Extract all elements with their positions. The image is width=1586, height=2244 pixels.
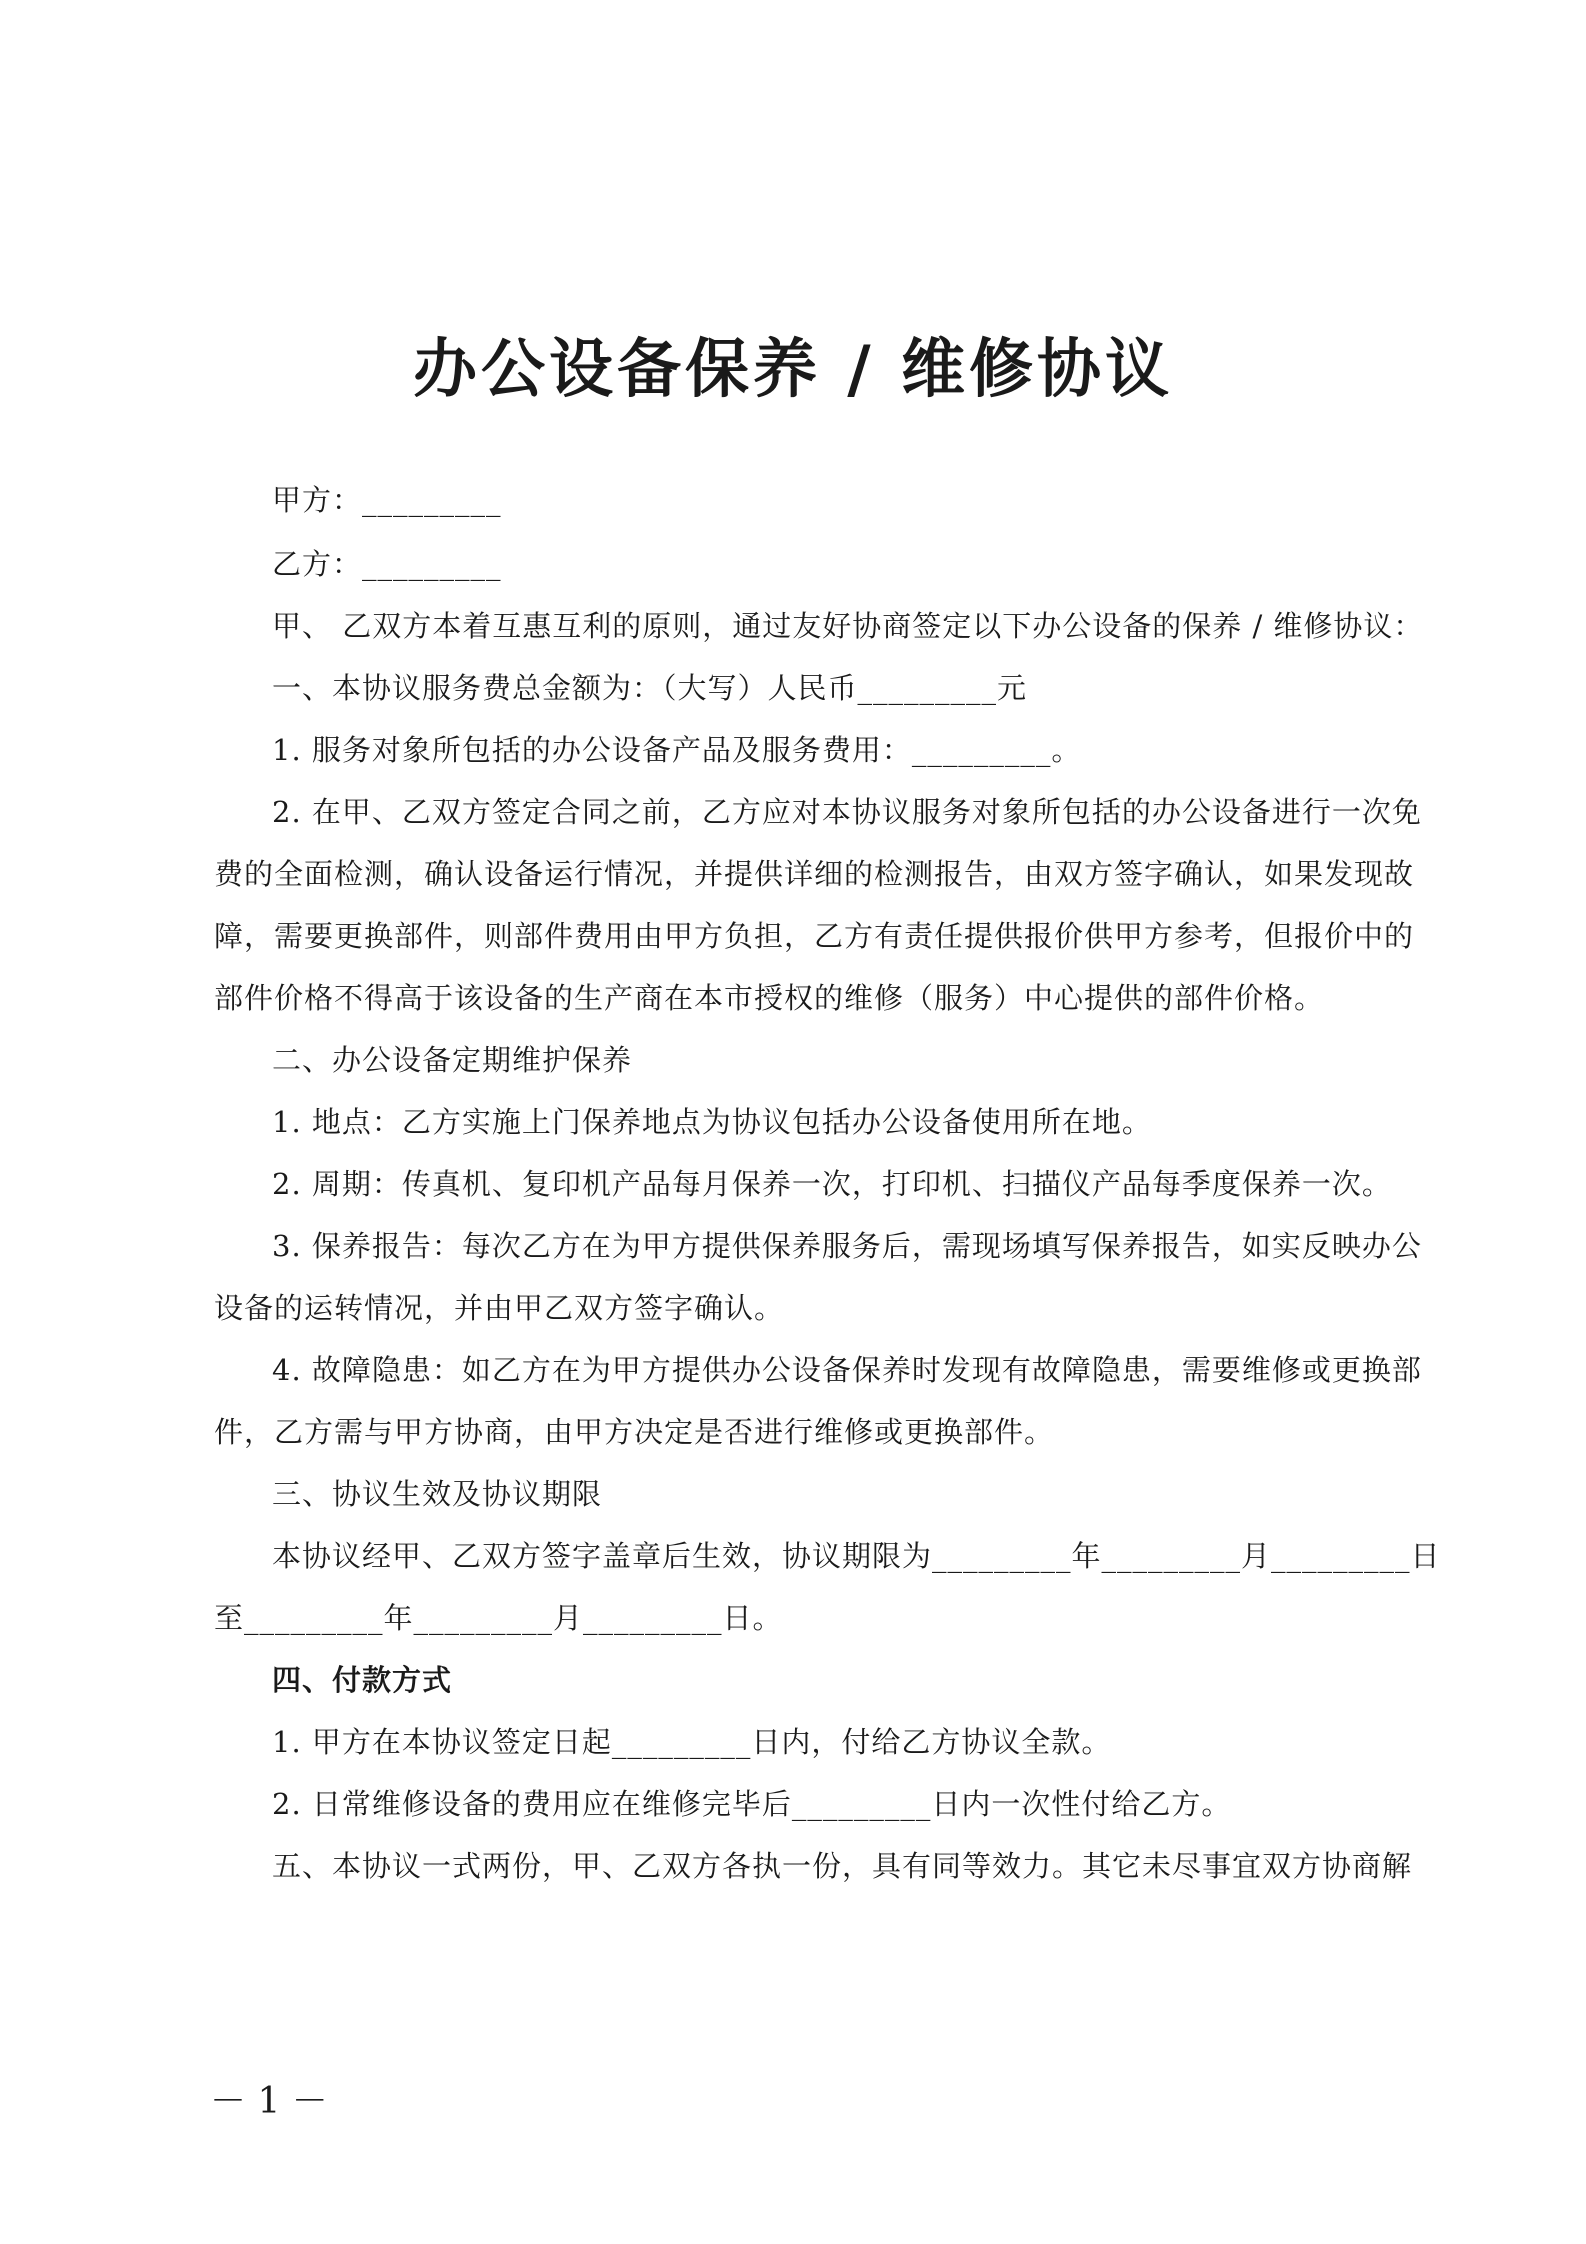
section-5-line-1: 五、本协议一式两份，甲、乙双方各执一份，具有同等效力。其它未尽事宜双方协商解	[272, 1849, 1413, 1883]
preamble-line: 甲、 乙双方本着互惠互利的原则，通过友好协商签定以下办公设备的保养 / 维修协议：	[272, 609, 1424, 643]
clause-4-2: 2. 日常维修设备的费用应在维修完毕后_________日内一次性付给乙方。	[272, 1787, 1232, 1821]
clause-2-3-line-2: 设备的运转情况，并由甲乙双方签字确认。	[214, 1291, 785, 1325]
clause-1-2-line-4: 部件价格不得高于该设备的生产商在本市授权的维修（服务）中心提供的部件价格。	[214, 981, 1325, 1015]
party-a-line: 甲方：_________	[272, 483, 502, 517]
clause-1-2-line-1: 2. 在甲、乙双方签定合同之前，乙方应对本协议服务对象所包括的办公设备进行一次免	[272, 795, 1422, 829]
clause-1-2-line-2: 费的全面检测，确认设备运行情况，并提供详细的检测报告，由双方签字确认，如果发现故	[214, 857, 1415, 891]
section-3-heading: 三、协议生效及协议期限	[272, 1477, 603, 1511]
clause-2-4-line-2: 件，乙方需与甲方协商，由甲方决定是否进行维修或更换部件。	[214, 1415, 1055, 1449]
clause-2-2: 2. 周期：传真机、复印机产品每月保养一次，打印机、扫描仪产品每季度保养一次。	[272, 1167, 1392, 1201]
section-3-body-line-1: 本协议经甲、乙双方签字盖章后生效，协议期限为_________年_________月_________日	[272, 1539, 1441, 1573]
page-number: － 1 －	[210, 2081, 328, 2122]
party-b-line: 乙方：_________	[272, 547, 502, 581]
document-title: 办公设备保养 / 维修协议	[413, 332, 1173, 407]
clause-2-1: 1. 地点：乙方实施上门保养地点为协议包括办公设备使用所在地。	[272, 1105, 1152, 1139]
clause-2-4-line-1: 4. 故障隐患：如乙方在为甲方提供办公设备保养时发现有故障隐患，需要维修或更换部	[272, 1353, 1422, 1387]
clause-2-3-line-1: 3. 保养报告：每次乙方在为甲方提供保养服务后，需现场填写保养报告，如实反映办公	[272, 1229, 1422, 1263]
section-3-body-line-2: 至_________年_________月_________日。	[214, 1601, 783, 1635]
clause-4-1: 1. 甲方在本协议签定日起_________日内，付给乙方协议全款。	[272, 1725, 1112, 1759]
clause-1-2-line-3: 障，需要更换部件，则部件费用由甲方负担，乙方有责任提供报价供甲方参考，但报价中的	[214, 919, 1415, 953]
section-2-heading: 二、办公设备定期维护保养	[272, 1043, 633, 1077]
clause-1-1: 1. 服务对象所包括的办公设备产品及服务费用：_________。	[272, 733, 1082, 767]
section-4-heading: 四、付款方式	[272, 1663, 453, 1697]
section-1-heading: 一、本协议服务费总金额为：（大写）人民币_________元	[272, 671, 1028, 705]
